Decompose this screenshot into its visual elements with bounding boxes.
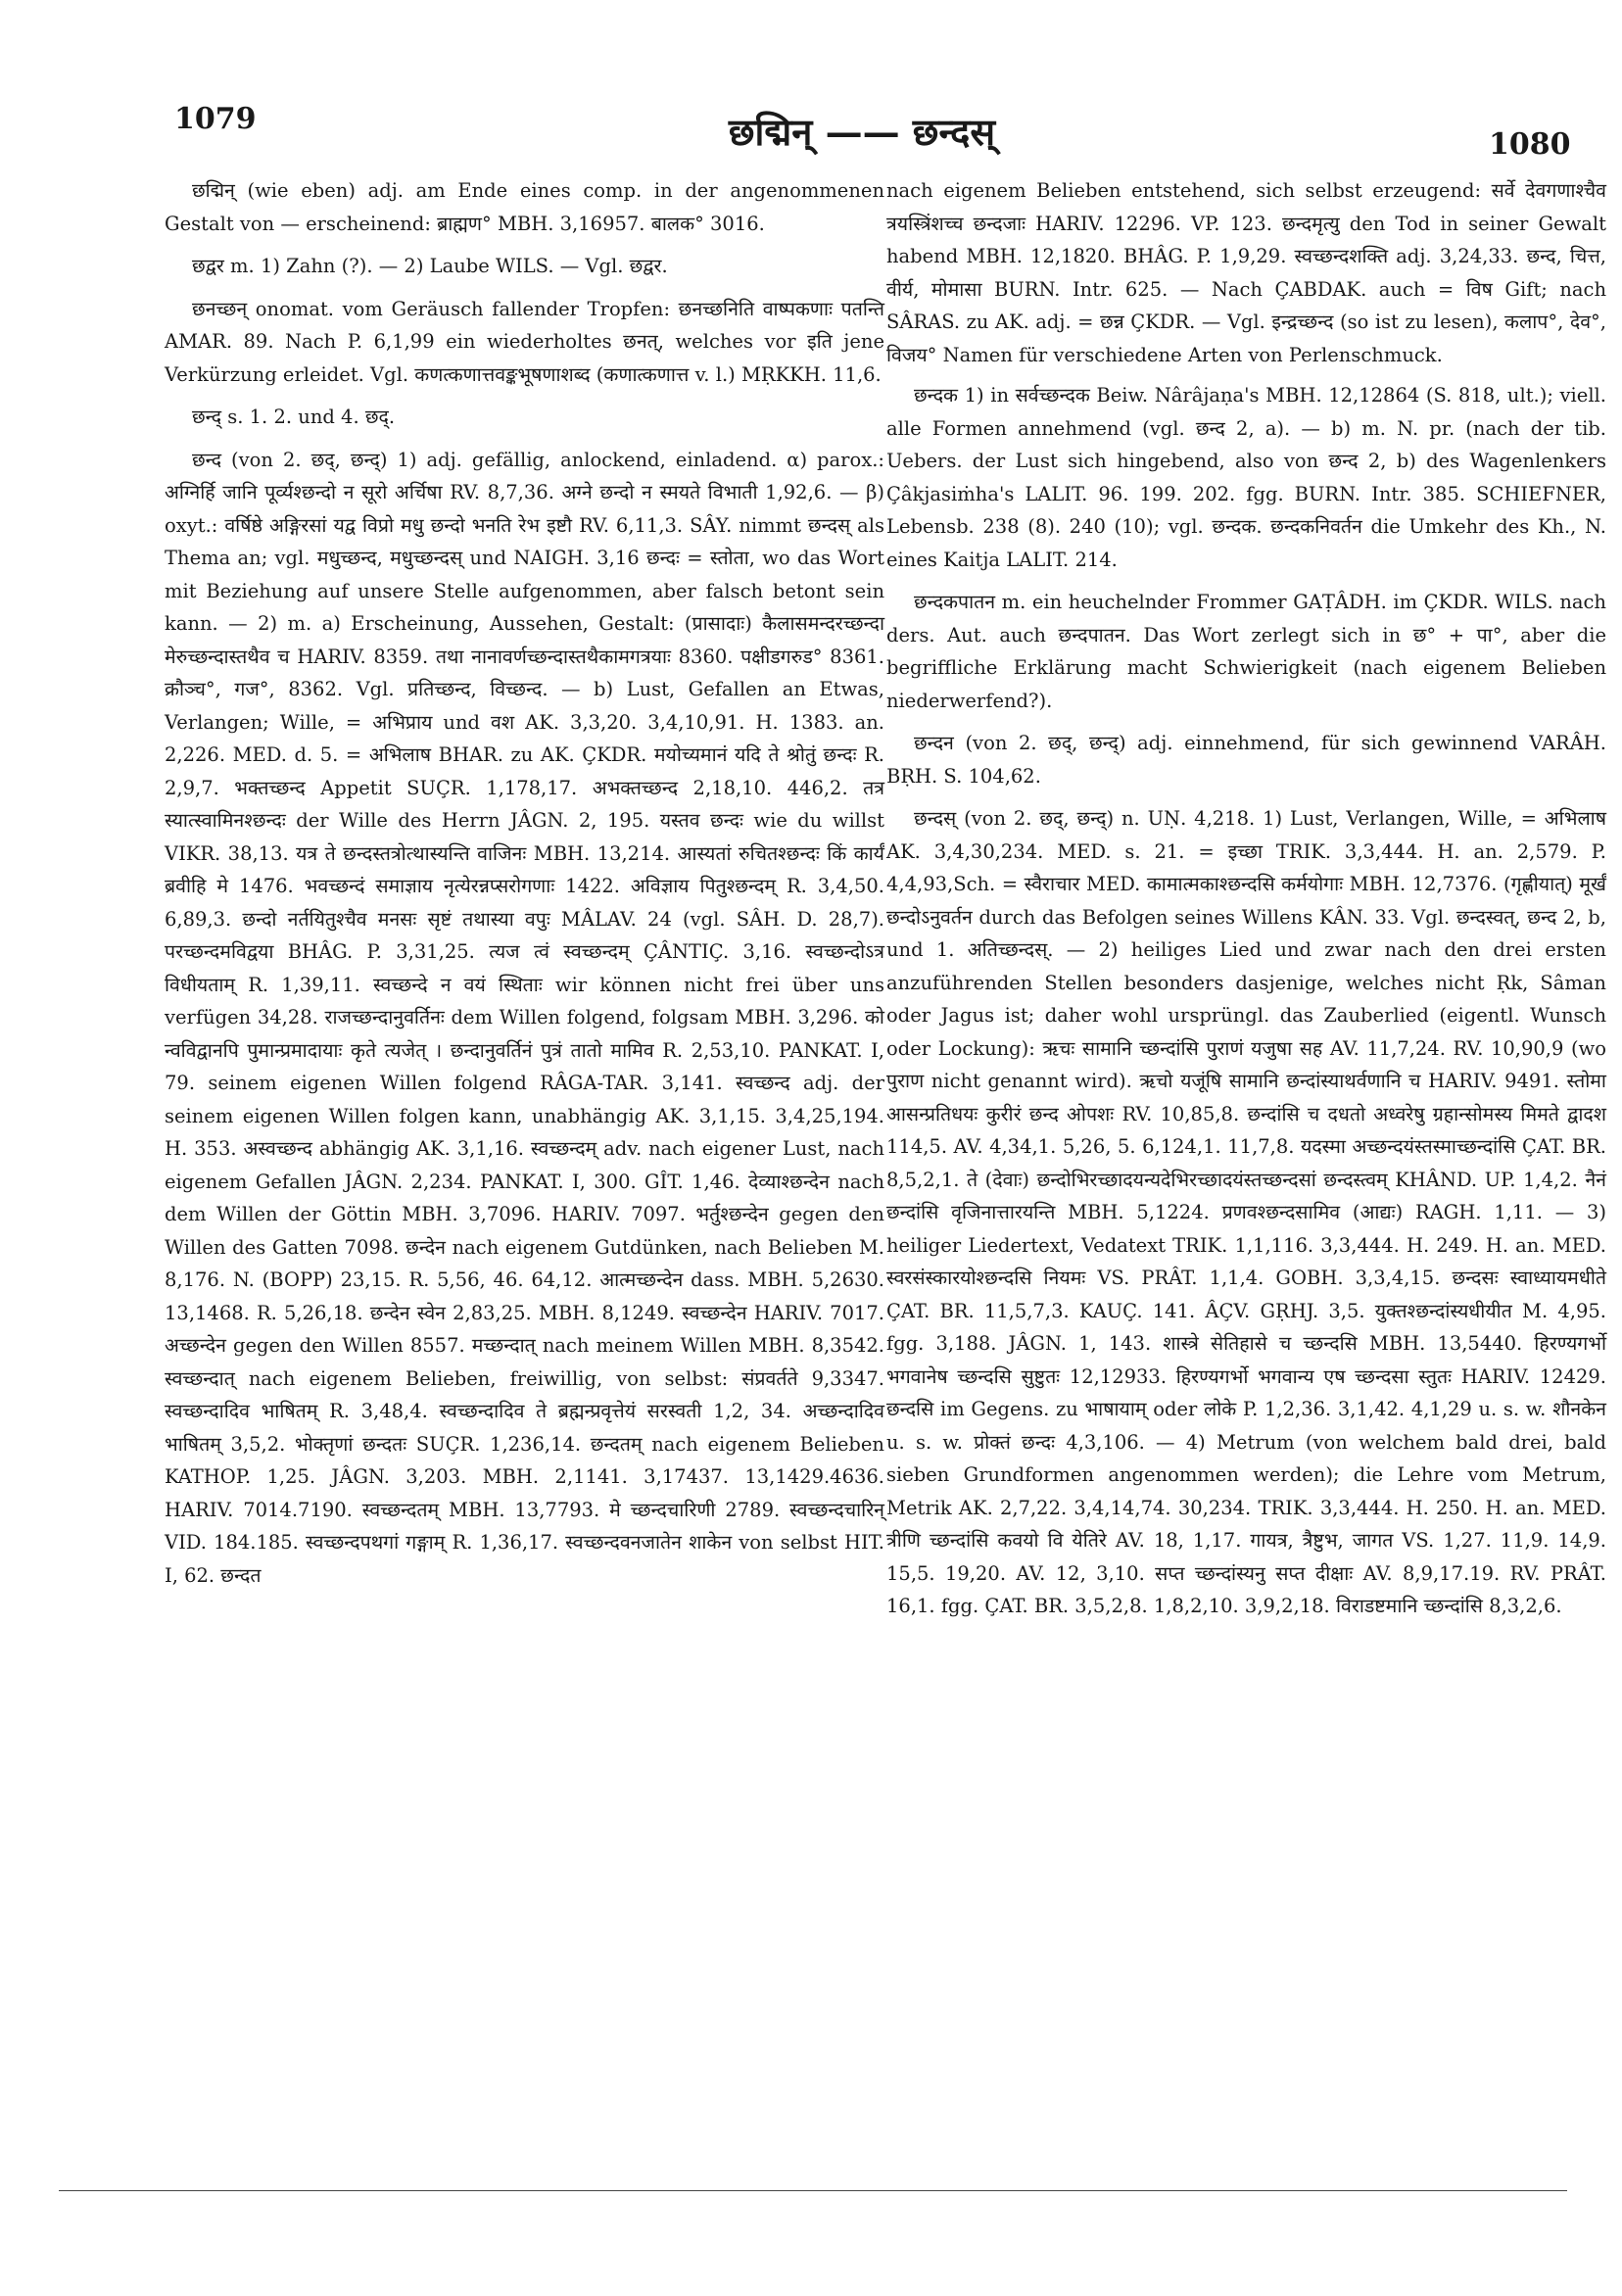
right-column (886, 174, 1606, 1633)
page-number-right: 1080 (1489, 127, 1571, 162)
entry-chandakapatana: छन्दकपातन m. ein heuchelnder Frommer GAṬÂDH. im ÇKDR. WILS. nach ders. Aut. auch छन्दपातन. Das Wort zerlegt sich in छ° + पा°, aber die begriffliche Erklärung macht Schwierigkeit (nach eigenem Belieben niederwerfend?). (886, 591, 1606, 712)
entry-chanacchan: छनच्छन् onomat. vom Geräusch fallender Tropfen: छनच्छनिति वाष्पकणाः पतन्ति AMAR. 89. Nach P. 6,1,99 ein wiederholtes छनत्, welches vor इति jene Verkürzung erleidet. Vgl. कणत्कणात्तवङ्कभूषणाशब्द (कणात्कणात्त v. l.) MṚKKH. 11,6. (165, 297, 884, 386)
entry-chandana: छन्दन (von 2. छद्, छन्द्) adj. einnehmend, für sich gewinnend VARÂH. BṚH. S. 104,62. (886, 732, 1606, 788)
entry-chanda: छन्द (von 2. छद्, छन्द्) 1) adj. gefällig, anlockend, einladend. α) parox.: अग्निर्हि जानि पूर्व्यश्छन्दो न सूरो अर्चिषा RV. 8,7,36. अग्ने छन्दो न स्मयते विभाती 1,92,6. — β) oxyt.: वर्षिष्ठे अङ्गिरसां यद्व विप्रो मधु छन्दो भनति रेभ इष्टौ RV. 6,11,3. SÂY. nimmt छन्दस् als Thema an; vgl. मधुच्छन्द, मधुच्छन्दस् und NAIGH. 3,16 छन्दः = स्तोता, wo das Wort mit Beziehung auf unsere Stelle aufgenommen, aber falsch betont sein kann. — 2) m. a) Erscheinung, Aussehen, Gestalt: (प्रासादाः) कैलासमन्दरच्छन्दा मेरुच्छन्दास्तथैव च HARIV. 8359. तथा नानावर्णच्छन्दास्तथैकामगत्रयाः 8360. पक्षीडगरुड° 8361. क्रौञ्च°, गज°, 8362. Vgl. प्रतिच्छन्द, विच्छन्द. — b) Lust, Gefallen an Etwas, Verlangen; Wille, = अभिप्राय und वश AK. 3,3,20. 3,4,10,91. H. 1383. an. 2,226. MED. d. 5. = अभिलाष BHAR. zu AK. ÇKDR. मयोच्यमानं यदि ते श्रोतुं छन्दः R. 2,9,7. भक्तच्छन्द Appetit SUÇR. 1,178,17. अभक्तच्छन्द 2,18,10. 446,2. तत्र स्यात्स्वामिनश्छन्दः der Wille des Herrn JÂGN. 2, 195. यस्तव छन्दः wie du willst VIKR. 38,13. यत्र ते छन्दस्तत्रोत्थास्यन्ति वाजिनः MBH. 13,214. आस्यतां रुचितश्छन्दः किं कार्यं ब्रवीहि मे 1476. भवच्छन्दं समाज्ञाय नृत्येरन्नप्सरोगणाः 1422. अविज्ञाय पितुश्छन्दम् R. 3,4,50. 6,89,3. छन्दो नर्तयितुश्चैव मनसः सृष्टं तथास्या वपुः MÂLAV. 24 (vgl. SÂH. D. 28,7). परच्छन्दमविद्वया BHÂG. P. 3,31,25. त्यज त्वं स्वच्छन्दम् ÇÂNTIÇ. 3,16. स्वच्छन्दोऽत्र विधीयताम् R. 1,39,11. स्वच्छन्दे न वयं स्थिताः wir können nicht frei über uns verfügen 34,28. राजच्छन्दानुवर्तिनः dem Willen folgend, folgsam MBH. 3,296. को न्वविद्वानपि पुमान्प्रमादायाः कृते त्यजेत् । छन्दानुवर्तिनं पुत्रं तातो मामिव R. 2,53,10. PANKAT. I, 79. seinem eigenen Willen folgend RÂGA-TAR. 3,141. स्वच्छन्द adj. der seinem eigenen Willen folgen kann, unabhängig AK. 3,1,15. 3,4,25,194. H. 353. अस्वच्छन्द abhängig AK. 3,1,16. स्वच्छन्दम् adv. nach eigener Lust, nach eigenem Gefallen JÂGN. 2,234. PANKAT. I, 300. GÎT. 1,46. देव्याश्छन्देन nach dem Willen der Göttin MBH. 3,7096. HARIV. 7097. भर्तुश्छन्देन gegen den Willen des Gatten 7098. छन्देन nach eigenem Gutdünken, nach Belieben M. 8,176. N. (BOPP) 23,15. R. 5,56, 46. 64,12. आत्मच्छन्देन dass. MBH. 5,2630. 13,1468. R. 5,26,18. छन्देन स्वेन 2,83,25. MBH. 8,1249. स्वच्छन्देन HARIV. 7017. अच्छन्देन gegen den Willen 8557. मच्छन्दात् nach meinem Willen MBH. 8,3542. स्वच्छन्दात् nach eigenem Belieben, freiwillig, von selbst: संप्रवर्तते 9,3347. स्वच्छन्दादिव भाषितम् R. 3,48,4. स्वच्छन्दादिव ते ब्रह्मन्प्रवृत्तेयं सरस्वती 1,2, 34. अच्छन्दादिव भाषितम् 3,5,2. भोक्तृणां छन्दतः SUÇR. 1,236,14. छन्दतम् nach eigenem Belieben KATHOP. 1,25. JÂGN. 3,203. MBH. 2,1141. 3,17437. 13,1429.4636. HARIV. 7014.7190. स्वच्छन्दतम् MBH. 13,7793. मे च्छन्दचारिणी 2789. स्वच्छन्दचारिन् VID. 184.185. स्वच्छन्दपथगां गङ्गाम् R. 1,36,17. स्वच्छन्दवनजातेन शाकेन von selbst HIT. I, 62. छन्दत (165, 448, 884, 1587)
entry-chanda-continued: nach eigenem Belieben entstehend, sich selbst erzeugend: सर्वे देवगणाश्चैव त्रयस्त्रिंशच्च छन्दजाः HARIV. 12296. VP. 123. छन्दमृत्यु den Tod in seiner Gewalt habend MBH. 12,1820. BHÂG. P. 1,9,29. स्वच्छन्दशक्ति adj. 3,24,33. छन्द, चित्त, वीर्य, मोमासा BURN. Intr. 625. — Nach ÇABDAK. auch = विष Gift; nach SÂRAS. zu AK. adj. = छन्न ÇKDR. — Vgl. इन्द्रच्छन्द (so ist zu lesen), कलाप°, देव°, विजय° Namen für verschiedene Arten von Perlenschmuck. (886, 179, 1606, 366)
page-number-left: 1079 (174, 102, 257, 136)
entry-chandaka: छन्दक 1) in सर्वच्छन्दक Beiw. Nârâjaṇa's MBH. 12,12864 (S. 818, ult.); viell. alle Formen annehmend (vgl. छन्द 2, a). — b) m. N. pr. (nach der tib. Uebers. der Lust sich hingebend, also von छन्द 2, b) des Wagenlenkers Çâkjasiṁha's LALIT. 96. 199. 202. fgg. BURN. Intr. 385. SCHIEFNER, Lebensb. 238 (8). 240 (10); vgl. छन्दक. छन्दकनिवर्तन die Umkehr des Kh., N. eines Kaitja LALIT. 214. (886, 384, 1606, 571)
page-running-head: छद्मिन् —— छन्दस् (728, 110, 996, 154)
entry-chand: छन्द् s. 1. 2. und 4. छद्. (192, 406, 396, 428)
entry-chandas: छन्दस् (von 2. छद्, छन्द्) n. UṆ. 4,218. 1) Lust, Verlangen, Wille, = अभिलाष AK. 3,4,30,234. MED. s. 21. = इच्छा TRIK. 3,3,444. H. an. 2,579. P. 4,4,93,Sch. = स्वैराचार MED. कामात्मकाश्छन्दसि कर्मयोगाः MBH. 12,7376. (गृह्णीयात्) मूर्खं छन्दोऽनुवर्तन durch das Befolgen seines Willens KÂN. 33. Vgl. छन्दस्वत्, छन्द 2, b, und 1. अतिच्छन्दस्. — 2) heiliges Lied und zwar nach den drei ersten anzuführenden Stellen besonders dasjenige, welches nicht Ṛk, Sâman oder Jagus ist; daher wohl ursprüngl. das Zauberlied (eigentl. Wunsch oder Lockung): ऋचः सामानि च्छन्दांसि पुराणं यजुषा सह AV. 11,7,24. RV. 10,90,9 (wo पुराण nicht genannt wird). ऋचो यजूंषि सामानि छन्दांस्याथर्वणानि च HARIV. 9491. स्तोमा आसन्प्रतिधयः कुरीरं छन्द ओपशः RV. 10,85,8. छन्दांसि च दधतो अध्वरेषु ग्रहान्सोमस्य मिमते द्वादश 114,5. AV. 4,34,1. 5,26, 5. 6,124,1. 11,7,8. यदस्मा अच्छन्दयंस्तस्माच्छन्दांसि ÇAT. BR. 8,5,2,1. ते (देवाः) छन्दोभिरच्छादयन्यदेभिरच्छादयंस्तच्छन्दसां छन्दस्त्वम् KHÂND. UP. 1,4,2. नैनं छन्दांसि वृजिनात्तारयन्ति MBH. 5,1224. प्रणवश्छन्दसामिव (आद्यः) RAGH. 1,11. — 3) heiliger Liedertext, Vedatext TRIK. 1,1,116. 3,3,444. H. 249. H. an. MED. स्वरसंस्कारयोश्छन्दसि नियमः VS. PRÂT. 1,1,4. GOBH. 3,3,4,15. छन्दसः स्वाध्यायमधीते ÇAT. BR. 11,5,7,3. KAUÇ. 141. ÂÇV. GṚHJ. 3,5. युक्तश्छन्दांस्यधीयीत M. 4,95. fgg. 3,188. JÂGN. 1, 143. शास्त्रे सेतिहासे च च्छन्दसि MBH. 13,5440. हिरण्यगर्भो भगवानेष च्छन्दसि सुष्टुतः 12,12933. हिरण्यगर्भो भगवान्य एष च्छन्दसा स्तुतः HARIV. 12429. छन्दसि im Gegens. zu भाषायाम् oder लोके P. 1,2,36. 3,1,42. 4,1,29 u. s. w. शौनकेन u. s. w. प्रोक्तं छन्दः 4,3,106. — 4) Metrum (von welchem bald drei, bald sieben Grundformen angenommen werden); die Lehre vom Metrum, Metrik AK. 2,7,22. 3,4,14,74. 30,234. TRIK. 3,3,444. H. 250. H. an. MED. त्रीणि च्छन्दांसि कवयो वि येतिरे AV. 18, 1,17. गायत्र, त्रैष्टुभ, जागत VS. 1,27. 11,9. 14,9. 15,5. 19,20. AV. 12, 3,10. सप्त च्छन्दांस्यनु सप्त दीक्षाः AV. 8,9,17.19. RV. PRÂT. 16,1. fgg. ÇAT. BR. 3,5,2,8. 1,8,2,10. 3,9,2,18. विराडष्टमानि च्छन्दांसि 8,3,2,6. (886, 807, 1606, 1617)
bottom-rule (59, 2190, 1567, 2191)
left-column (165, 174, 884, 1602)
entry-chadmin: छद्मिन् (wie eben) adj. am Ende eines comp. in der angenommenen Gestalt von — erscheinend: ब्राह्मण° MBH. 3,16957. बालक° 3016. (165, 179, 884, 235)
entry-chadvara: छद्वर m. 1) Zahn (?). — 2) Laube WILS. — Vgl. छद्वर. (192, 255, 668, 277)
